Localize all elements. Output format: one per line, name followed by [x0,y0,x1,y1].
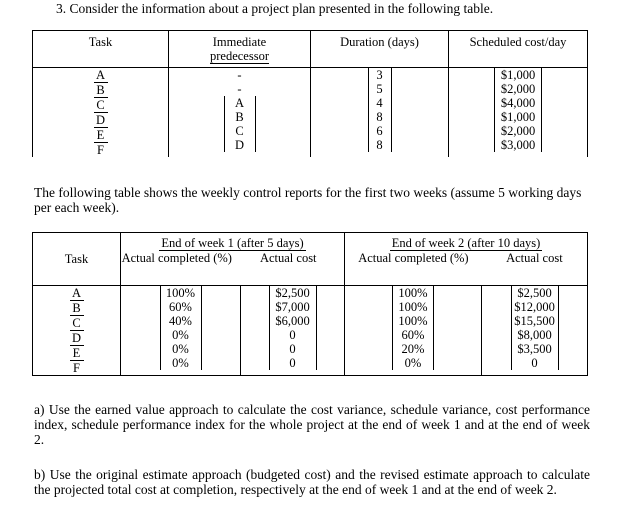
scheduled-cost-value: $1,000 [494,110,542,124]
week1-completed-value: 0% [160,356,202,370]
week1-completed-value: 0% [160,328,202,342]
week1-completed-header: Actual completed (%) [121,251,232,265]
predecessor-value: A [224,96,256,110]
predecessor-value: B [224,110,256,124]
week2-completed-value: 0% [392,356,434,370]
predecessor-value: D [224,138,256,152]
week1-cost-value: 0 [269,342,317,356]
task-column [33,68,169,158]
scheduled-cost-value: $2,000 [494,82,542,96]
duration-value: 6 [368,124,392,138]
week2-completed-value: 20% [392,342,434,356]
scheduled-cost-value: $2,000 [494,124,542,138]
project-plan-table [32,30,588,157]
duration-value: 4 [368,96,392,110]
week1-completed-value: 60% [160,300,202,314]
duration-column [311,68,449,158]
header-predecessor: Immediate predecessor [169,31,311,68]
week2-completed-header: Actual completed (%) [358,251,469,265]
duration-value: 3 [368,68,392,82]
week2-cost-value: $3,500 [511,342,559,356]
week2-cost-value: 0 [511,356,559,370]
week2-cost-header: Actual cost [506,251,563,265]
week2-header [345,233,588,286]
week1-cost-value: 0 [269,328,317,342]
week1-completed-value: 0% [160,342,202,356]
week2-completed-value: 100% [392,314,434,328]
scheduled-cost-value: $3,000 [494,138,542,152]
task-label: B [70,301,84,316]
header-scheduled-cost: Scheduled cost/day [449,31,588,68]
task-label: A [70,286,84,301]
week1-title: End of week 1 (after 5 days) [161,236,304,250]
header-duration: Duration (days) [311,31,449,68]
week2-completed-column [345,286,482,376]
predecessor-value: - [237,68,242,82]
duration-value: 5 [368,82,392,96]
week1-cost-value: 0 [269,356,317,370]
task-label: D [70,331,84,346]
question-b: b) Use the original estimate approach (budgeted cost) and the revised estimate approach to calculate the projected total cost at completion, respectively at the end of week 1 and at the end of week 2. [34,467,590,497]
task-label: F [73,361,80,375]
task-label: D [94,113,108,128]
week1-header [121,233,345,286]
week2-cost-value: $15,500 [511,314,559,328]
week2-title: End of week 2 (after 10 days) [391,236,541,250]
week1-cost-value: $6,000 [269,314,317,328]
task-label: A [94,68,108,83]
predecessor-value: - [237,82,242,96]
duration-value: 8 [368,110,392,124]
week2-completed-value: 60% [392,328,434,342]
week1-completed-value: 100% [160,286,202,300]
question-a: a) Use the earned value approach to calculate the cost variance, schedule variance, cost performance index, schedule performance index for the whole project at the end of week 1 and at the end of week 2. [34,402,590,447]
week2-cost-column [482,286,588,376]
task-label: B [94,83,108,98]
week2-cost-value: $2,500 [511,286,559,300]
week2-cost-value: $12,000 [511,300,559,314]
week2-cost-value: $8,000 [511,328,559,342]
duration-value: 8 [368,138,392,152]
week1-completed-column [121,286,241,376]
scheduled-cost-value: $1,000 [494,68,542,82]
task-label: E [94,128,108,143]
question-title: 3. Consider the information about a project plan presented in the following table. [56,1,494,16]
week1-cost-header: Actual cost [259,251,317,265]
predecessor-value: C [224,124,256,138]
week1-cost-value: $2,500 [269,286,317,300]
week1-cost-value: $7,000 [269,300,317,314]
week1-completed-value: 40% [160,314,202,328]
task-label: F [97,143,104,157]
week2-completed-value: 100% [392,286,434,300]
predecessor-column [169,68,311,158]
cost-column [449,68,588,158]
header-task: Task [33,31,169,68]
task-label: C [94,98,108,113]
task-label: E [70,346,84,361]
week2-completed-value: 100% [392,300,434,314]
paragraph-weekly-reports: The following table shows the weekly control reports for the first two weeks (assume 5 working days per each week). [34,185,582,215]
t2-header-task: Task [33,233,121,286]
scheduled-cost-value: $4,000 [494,96,542,110]
t2-task-column [33,286,121,376]
task-label: C [70,316,84,331]
week1-cost-column [241,286,345,376]
weekly-control-table [32,232,588,376]
